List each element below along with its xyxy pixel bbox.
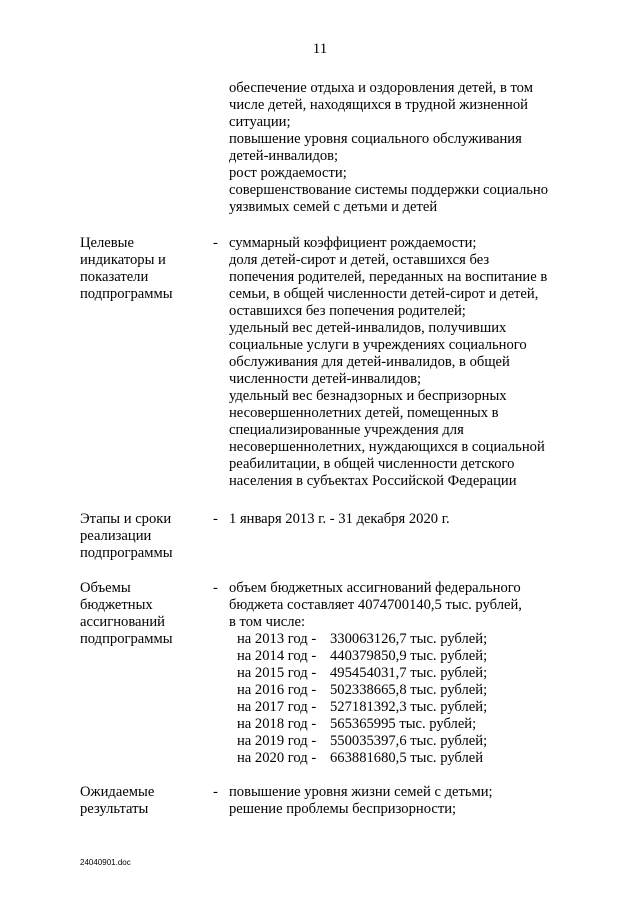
section-text: численности детей-инвалидов; <box>229 371 422 387</box>
section-label: индикаторы и <box>80 252 166 268</box>
section-label: подпрограммы <box>80 286 173 302</box>
section-label: реализации <box>80 528 152 544</box>
year-value: 330063126,7 тыс. рублей; <box>330 631 488 647</box>
section-text: обслуживания для детей-инвалидов, в общей <box>229 354 510 370</box>
year-label: на 2013 год - <box>237 631 317 647</box>
year-value: 663881680,5 тыс. рублей <box>330 750 484 766</box>
year-value: 565365995 тыс. рублей; <box>330 716 477 732</box>
section-label: Ожидаемые <box>80 784 155 800</box>
section-dash: - <box>213 580 218 596</box>
section-text: населения в субъектах Российской Федерации <box>229 473 517 489</box>
section-label: подпрограммы <box>80 631 173 647</box>
section-text: объем бюджетных ассигнований федерального <box>229 580 521 596</box>
section-text: суммарный коэффициент рождаемости; <box>229 235 477 251</box>
section-text: повышение уровня жизни семей с детьми; <box>229 784 493 800</box>
year-label: на 2018 год - <box>237 716 317 732</box>
year-value: 495454031,7 тыс. рублей; <box>330 665 488 681</box>
section-text: несовершеннолетних детей, помещенных в <box>229 405 499 421</box>
year-value: 550035397,6 тыс. рублей; <box>330 733 488 749</box>
section-label: Объемы <box>80 580 131 596</box>
year-label: на 2020 год - <box>237 750 317 766</box>
intro-line: повышение уровня социального обслуживания <box>229 131 522 147</box>
year-value: 527181392,3 тыс. рублей; <box>330 699 488 715</box>
intro-line: ситуации; <box>229 114 291 130</box>
section-text: семьи, в общей численности детей-сирот и детей, <box>229 286 539 302</box>
year-label: на 2014 год - <box>237 648 317 664</box>
year-label: на 2016 год - <box>237 682 317 698</box>
section-text: бюджета составляет 4074700140,5 тыс. рублей, <box>229 597 522 613</box>
section-dash: - <box>213 784 218 800</box>
section-text: оставшихся без попечения родителей; <box>229 303 466 319</box>
section-text: удельный вес безнадзорных и беспризорных <box>229 388 507 404</box>
section-dash: - <box>213 235 218 251</box>
year-label: на 2015 год - <box>237 665 317 681</box>
section-label: Целевые <box>80 235 134 251</box>
section-text: доля детей-сирот и детей, оставшихся без <box>229 252 490 268</box>
year-value: 440379850,9 тыс. рублей; <box>330 648 488 664</box>
section-label: результаты <box>80 801 149 817</box>
section-label: показатели <box>80 269 149 285</box>
section-text: удельный вес детей-инвалидов, получивших <box>229 320 507 336</box>
intro-line: детей-инвалидов; <box>229 148 339 164</box>
intro-line: обеспечение отдыха и оздоровления детей, в том <box>229 80 533 96</box>
intro-line: уязвимых семей с детьми и детей <box>229 199 438 215</box>
year-label: на 2017 год - <box>237 699 317 715</box>
intro-line: числе детей, находящихся в трудной жизненной <box>229 97 528 113</box>
section-label: подпрограммы <box>80 545 173 561</box>
section-text: специализированные учреждения для <box>229 422 464 438</box>
section-text: реабилитации, в общей численности детского <box>229 456 515 472</box>
year-value: 502338665,8 тыс. рублей; <box>330 682 488 698</box>
section-text: в том числе: <box>229 614 306 630</box>
section-dash: - <box>213 511 218 527</box>
section-label: бюджетных <box>80 597 153 613</box>
section-text: решение проблемы беспризорности; <box>229 801 457 817</box>
intro-line: совершенствование системы поддержки социально <box>229 182 549 198</box>
document-filename: 24040901.doc <box>80 858 131 867</box>
intro-line: рост рождаемости; <box>229 165 347 181</box>
year-label: на 2019 год - <box>237 733 317 749</box>
section-text: 1 января 2013 г. - 31 декабря 2020 г. <box>229 511 450 527</box>
section-label: Этапы и сроки <box>80 511 172 527</box>
section-text: несовершеннолетних, нуждающихся в социальной <box>229 439 545 455</box>
section-label: ассигнований <box>80 614 165 630</box>
section-text: социальные услуги в учреждениях социального <box>229 337 527 353</box>
section-text: попечения родителей, переданных на воспитание в <box>229 269 548 285</box>
page-number: 11 <box>312 41 328 57</box>
